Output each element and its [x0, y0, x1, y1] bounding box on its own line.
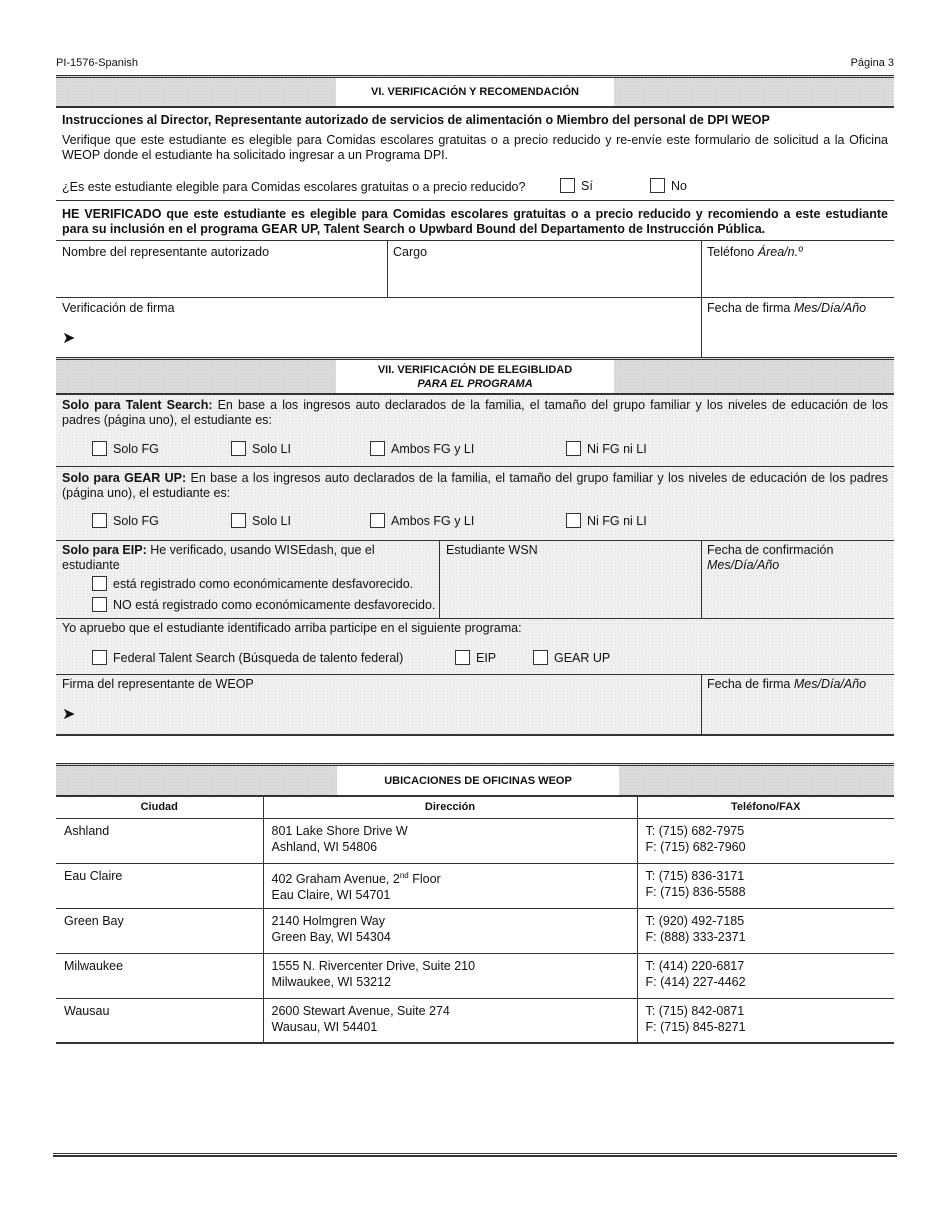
gu-both-label: Ambos FG y LI — [391, 513, 475, 528]
ts-solo-fg-checkbox[interactable] — [92, 441, 107, 456]
gu-solo-fg-checkbox[interactable] — [92, 513, 107, 528]
prog-gear-up[interactable] — [533, 650, 610, 665]
rep-name-label: Nombre del representante autorizado — [62, 245, 270, 259]
eip-registered-label: está registrado como económicamente desfavorecido. — [113, 576, 414, 591]
eip-registered[interactable] — [92, 576, 413, 591]
eligible-no-checkbox[interactable] — [650, 178, 665, 193]
ts-none[interactable] — [566, 441, 647, 456]
sign-date-label: Fecha de firma Mes/Día/Año — [707, 301, 867, 315]
section6-banner — [56, 75, 894, 108]
phone-fax: T: (715) 682-7975 F: (715) 682-7960 — [637, 818, 894, 863]
gear-up-text: Solo para GEAR UP: En base a los ingresos auto declarados de la familia, el tamaño del grupo familiar y los niveles de educación de los padres (página uno), el estudiante es: — [62, 471, 889, 500]
table-row — [56, 953, 894, 998]
city: Green Bay — [56, 908, 263, 953]
eip-text: Solo para EIP: He verificado, usando WISEdash, que el estudiante — [62, 543, 375, 572]
prog-gear-up-checkbox[interactable] — [533, 650, 548, 665]
gu-none[interactable] — [566, 513, 647, 528]
prog-gear-up-label: GEAR UP — [554, 650, 611, 665]
eligible-yes-label: Sí — [581, 178, 593, 193]
eligible-yes[interactable] — [560, 178, 593, 193]
section7-banner — [56, 357, 894, 395]
gu-none-label: Ni FG ni LI — [587, 513, 647, 528]
weop-signature-arrow-icon: ➤ — [62, 706, 76, 723]
eligible-no[interactable] — [650, 178, 687, 193]
address: 801 Lake Shore Drive W Ashland, WI 54806 — [263, 818, 637, 863]
eip-registered-checkbox[interactable] — [92, 576, 107, 591]
signature-label: Verificación de firma — [62, 301, 175, 315]
eip-not-registered[interactable] — [92, 597, 435, 612]
phone-fax: T: (715) 842-0871 F: (715) 845-8271 — [637, 998, 894, 1043]
phone-label: Teléfono Área/n.º — [707, 245, 803, 259]
section7-title: VII. VERIFICACIÓN DE ELEGIBLIDAD PARA EL PROGRAMA — [336, 360, 614, 393]
ts-solo-li-checkbox[interactable] — [231, 441, 246, 456]
ts-solo-li[interactable] — [231, 441, 291, 456]
ts-none-checkbox[interactable] — [566, 441, 581, 456]
table-row — [56, 998, 894, 1043]
city: Eau Claire — [56, 863, 263, 908]
offices-banner — [56, 763, 894, 797]
col-address: Dirección — [263, 796, 637, 818]
gu-none-checkbox[interactable] — [566, 513, 581, 528]
gu-solo-fg-label: Solo FG — [113, 513, 159, 528]
eip-not-registered-checkbox[interactable] — [92, 597, 107, 612]
verified-statement: HE VERIFICADO que este estudiante es elegible para Comidas escolares gratuitas o a precio reducido y recomiendo a este estudiante para su inclusión en el programa GEAR UP, Talent Search o Upwbard Bound del Departamento de Instrucción Pública. — [62, 207, 888, 236]
gu-solo-li[interactable] — [231, 513, 291, 528]
weop-sign-date-label: Fecha de firma Mes/Día/Año — [707, 677, 867, 691]
footer-rule — [53, 1153, 897, 1157]
ts-both-label: Ambos FG y LI — [391, 441, 475, 456]
eip-not-registered-label: NO está registrado como económicamente desfavorecido. — [113, 597, 436, 612]
prog-fts-checkbox[interactable] — [92, 650, 107, 665]
phone-fax: T: (715) 836-3171 F: (715) 836-5588 — [637, 863, 894, 908]
title-label: Cargo — [393, 245, 428, 259]
weop-signature-label: Firma del representante de WEOP — [62, 677, 254, 691]
gu-solo-fg[interactable] — [92, 513, 159, 528]
eligible-yes-checkbox[interactable] — [560, 178, 575, 193]
prog-eip[interactable] — [455, 650, 496, 665]
instructions-body: Verifique que este estudiante es elegible para Comidas escolares gratuitas o a precio reducido y re-envíe este formulario de solicitud a la Oficina WEOP donde el estudiante ha solicitado ingresar a un Programa DPI. — [62, 133, 888, 162]
offices-title: UBICACIONES DE OFICINAS WEOP — [337, 766, 619, 795]
table-row — [56, 818, 894, 863]
ts-solo-fg[interactable] — [92, 441, 159, 456]
eligible-no-label: No — [671, 178, 687, 193]
offices-table — [56, 796, 894, 1044]
section6-title: VI. VERIFICACIÓN Y RECOMENDACIÓN — [336, 78, 614, 106]
prog-eip-checkbox[interactable] — [455, 650, 470, 665]
city: Ashland — [56, 818, 263, 863]
page-number: Página 3 — [850, 57, 894, 69]
talent-search-text: Solo para Talent Search: En base a los ingresos auto declarados de la familia, el tamaño del grupo familiar y los niveles de educación de los padres (página uno), el estudiante es: — [62, 398, 888, 427]
address: 1555 N. Rivercenter Drive, Suite 210 Milwaukee, WI 53212 — [263, 953, 637, 998]
ts-both[interactable] — [370, 441, 474, 456]
ts-none-label: Ni FG ni LI — [587, 441, 647, 456]
phone-fax: T: (414) 220-6817 F: (414) 227-4462 — [637, 953, 894, 998]
gu-both-checkbox[interactable] — [370, 513, 385, 528]
city: Wausau — [56, 998, 263, 1043]
ts-both-checkbox[interactable] — [370, 441, 385, 456]
address: 2600 Stewart Avenue, Suite 274 Wausau, WI 54401 — [263, 998, 637, 1043]
gu-solo-li-label: Solo LI — [252, 513, 291, 528]
city: Milwaukee — [56, 953, 263, 998]
gu-solo-li-checkbox[interactable] — [231, 513, 246, 528]
eligible-question: ¿Es este estudiante elegible para Comidas escolares gratuitas o a precio reducido? — [62, 180, 526, 194]
wsn-label: Estudiante WSN — [446, 543, 538, 557]
address: 2140 Holmgren Way Green Bay, WI 54304 — [263, 908, 637, 953]
instructions-title: Instrucciones al Director, Representante autorizado de servicios de alimentación o Miembro del personal de DPI WEOP — [62, 113, 770, 127]
table-row — [56, 908, 894, 953]
prog-fts[interactable] — [92, 650, 403, 665]
col-phone: Teléfono/FAX — [637, 796, 894, 818]
prog-fts-label: Federal Talent Search (Búsqueda de talento federal) — [113, 650, 404, 665]
ts-solo-li-label: Solo LI — [252, 441, 291, 456]
col-city: Ciudad — [56, 796, 263, 818]
gu-both[interactable] — [370, 513, 474, 528]
signature-arrow-icon: ➤ — [62, 330, 76, 347]
table-row — [56, 863, 894, 908]
ts-solo-fg-label: Solo FG — [113, 441, 159, 456]
confirm-date-label: Fecha de confirmación Mes/Día/Año — [707, 543, 834, 572]
prog-eip-label: EIP — [476, 650, 497, 665]
phone-fax: T: (920) 492-7185 F: (888) 333-2371 — [637, 908, 894, 953]
address: 402 Graham Avenue, 2nd Floor Eau Claire, WI 54701 — [263, 863, 637, 908]
form-id: PI-1576-Spanish — [56, 57, 138, 69]
approve-text: Yo apruebo que el estudiante identificado arriba participe en el siguiente programa: — [62, 621, 522, 635]
